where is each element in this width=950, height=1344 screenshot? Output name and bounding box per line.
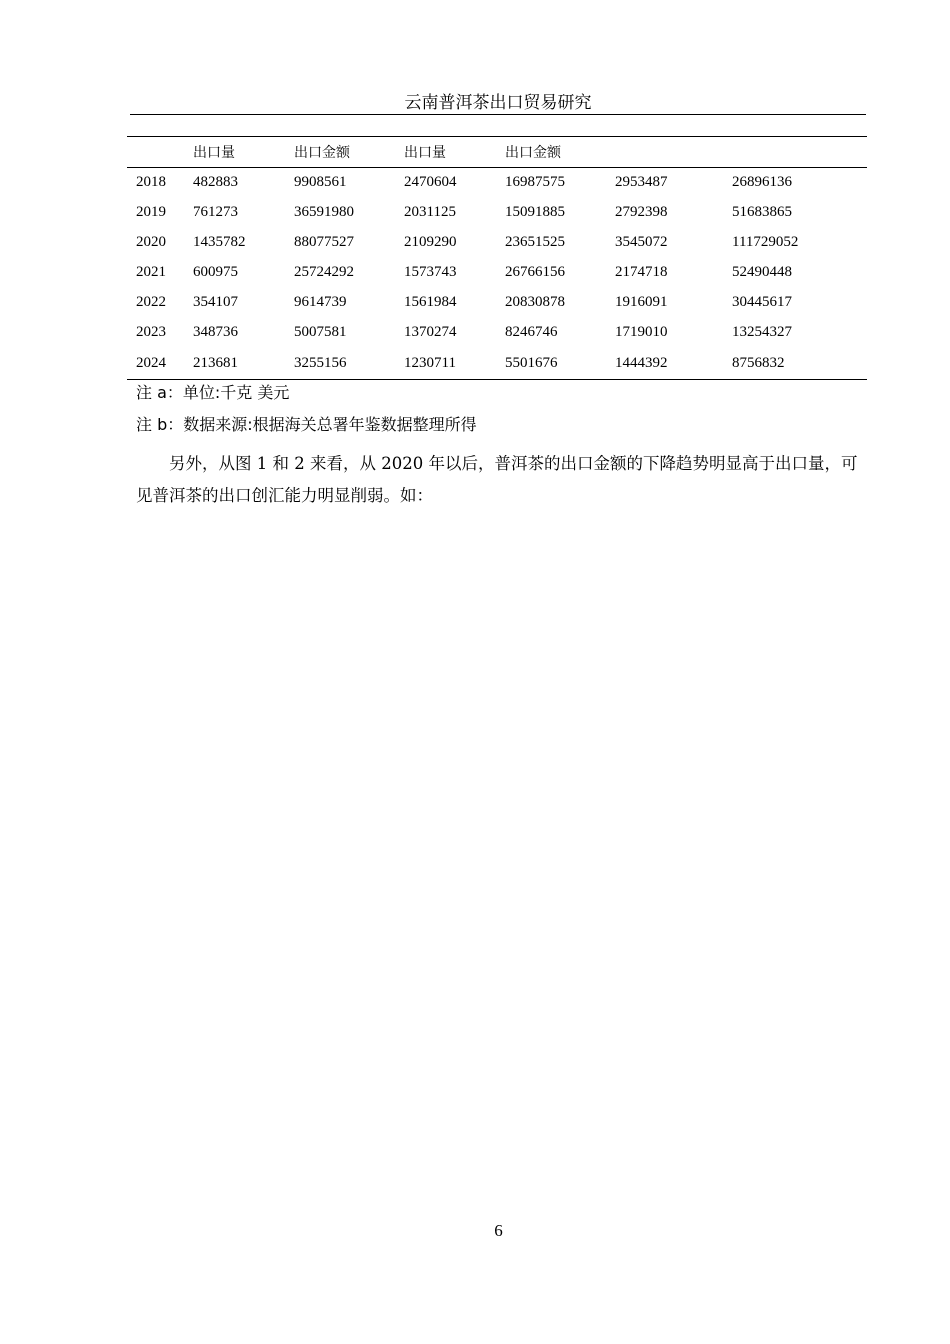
table-cell: 1444392 [615,354,668,371]
page-header-title: 云南普洱茶出口贸易研究 [404,93,592,113]
table-cell: 26896136 [732,174,792,191]
year-cell: 2023 [136,324,166,340]
table-header-row [127,137,867,168]
year-cell: 2018 [136,174,166,191]
table-cell: 36591980 [294,204,354,220]
table-cell: 5501676 [505,354,558,371]
table-cell: 1916091 [615,294,668,310]
table-cell: 482883 [193,174,238,191]
table-cell: 1370274 [404,324,457,340]
table-cell: 9908561 [294,174,347,191]
year-cell: 2019 [136,204,166,220]
table-header-cell: 出口量 [404,145,446,161]
table-cell: 15091885 [505,204,565,220]
table-cell: 13254327 [732,324,792,340]
table-row [127,198,867,228]
year-cell: 2022 [136,294,166,310]
table-cell: 23651525 [505,234,565,250]
table-cell: 2031125 [404,204,456,220]
export-data-table [127,136,867,380]
table-cell: 1561984 [404,294,457,310]
table-cell: 2953487 [615,174,668,191]
table-cell: 52490448 [732,264,792,280]
table-cell: 2470604 [404,174,457,191]
table-header-cell [127,137,193,168]
table-cell: 20830878 [505,294,565,310]
table-row [127,318,867,348]
table-cell: 348736 [193,324,238,340]
table-cell: 2109290 [404,234,457,250]
table-cell: 1435782 [193,234,246,250]
table-cell: 5007581 [294,324,347,340]
table-cell: 2792398 [615,204,668,220]
table-cell: 2174718 [615,264,668,280]
table-cell: 1230711 [404,354,456,371]
source-note: 注 b：数据来源:根据海关总署年鉴数据整理所得 [136,415,477,434]
table-header-cell: 出口量 [193,145,235,161]
table-cell: 26766156 [505,264,565,280]
table-cell: 213681 [193,354,238,371]
page-header [130,92,866,115]
year-cell: 2021 [136,264,166,280]
table-cell: 111729052 [732,234,799,250]
body-paragraph: 另外，从图 1 和 2 来看，从 2020 年以后，普洱茶的出口金额的下降趋势明显高于出口量，可见普洱茶的出口创汇能力明显削弱。如： [136,454,858,505]
table-header-cell [732,137,867,168]
table-cell: 88077527 [294,234,354,250]
table-cell: 8756832 [732,354,785,371]
table-cell: 8246746 [505,324,558,340]
table-cell: 30445617 [732,294,792,310]
table-cell: 3255156 [294,354,347,371]
year-cell: 2020 [136,234,166,250]
table-cell: 761273 [193,204,238,220]
table-row [127,348,867,380]
page-number: 6 [494,1221,503,1240]
table-cell: 354107 [193,294,238,310]
table-row [127,288,867,318]
table-header-cell: 出口金额 [505,145,561,161]
table-row [127,228,867,258]
table-cell: 9614739 [294,294,347,310]
table-cell: 3545072 [615,234,668,250]
table-header-cell [615,137,732,168]
unit-note: 注 a：单位:千克 美元 [136,383,290,402]
table-cell: 1573743 [404,264,457,280]
table-cell: 51683865 [732,204,792,220]
year-cell: 2024 [136,354,166,371]
table-row [127,168,867,198]
table-cell: 25724292 [294,264,354,280]
table-cell: 600975 [193,264,238,280]
table-cell: 1719010 [615,324,668,340]
table-header-cell: 出口金额 [294,145,350,161]
table-cell: 16987575 [505,174,565,191]
table-row [127,258,867,288]
